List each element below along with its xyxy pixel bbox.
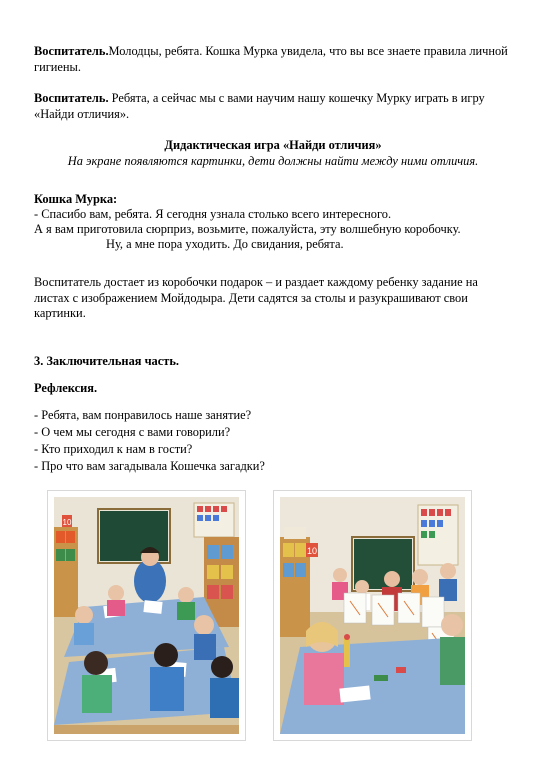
paragraph-teacher-game: [34, 91, 512, 122]
question-3: - Кто приходил к нам в гости?: [34, 442, 193, 456]
question-1: - Ребята, вам понравилось наше занятие?: [34, 408, 252, 422]
cat-line-2: А я вам приготовила сюрприз, возьмите, пожалуйста, эту волшебную коробочку.: [34, 222, 461, 236]
photo-frame-left: [47, 490, 246, 741]
speaker-label: Воспитатель.: [34, 91, 109, 105]
question-2: - О чем мы сегодня с вами говорили?: [34, 425, 231, 439]
classroom-photo-right: [280, 497, 465, 734]
paragraph-text: Ребята, а сейчас мы с вами научим нашу кошечку Мурку играть в игру «Найди отличия».: [34, 91, 485, 121]
paragraph-gift: Воспитатель достает из коробочки подарок – и раздает каждому ребенку задание на листах с изображением Мойдодыра. Дети садятся за столы и разукрашивают свои картинки.: [34, 275, 478, 320]
game-title: Дидактическая игра «Найди отличия»: [164, 138, 382, 152]
cat-line-1: - Спасибо вам, ребята. Я сегодня узнала столько всего интересного.: [34, 207, 392, 221]
game-note: На экране появляются картинки, дети должны найти между ними отличия.: [67, 154, 479, 168]
classroom-photo-left: [54, 497, 239, 734]
section-title: 3. Заключительная часть.: [34, 354, 179, 368]
paragraph-text: Молодцы, ребята. Кошка Мурка увидела, что вы все знаете правила личной гигиены.: [34, 44, 508, 74]
photo-frame-right: [273, 490, 472, 741]
section-subtitle: Рефлексия.: [34, 381, 98, 395]
speaker-label: Воспитатель.: [34, 44, 109, 58]
calendar-number: 10: [306, 546, 318, 556]
cat-speaker: Кошка Мурка:: [34, 192, 118, 206]
calendar-number: 10: [62, 518, 72, 527]
paragraph-teacher-praise: [34, 44, 512, 75]
question-4: - Про что вам загадывала Кошечка загадки?: [34, 459, 265, 473]
cat-line-3: Ну, а мне пора уходить. До свидания, ребята.: [106, 237, 344, 251]
